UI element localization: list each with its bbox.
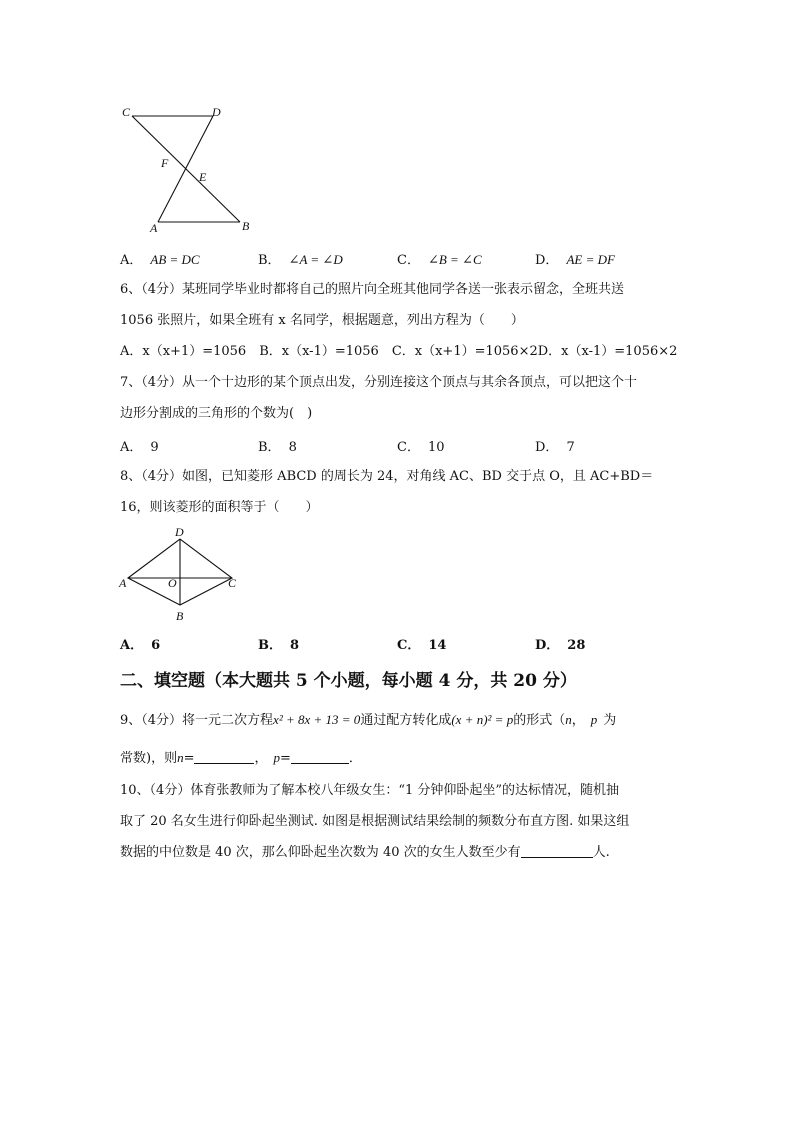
q7-line2: 边形分割成的三角形的个数为( ) bbox=[120, 406, 313, 421]
q9-form: (x + n)² = p bbox=[451, 712, 514, 727]
q10-line1: 10、（4分）体育张教师为了解本校八年级女生：“1 分钟仰卧起坐”的达标情况，随机抽 bbox=[120, 783, 620, 798]
q8-option-d[interactable]: D． 28 bbox=[535, 638, 586, 653]
q7-line1: 7、（4分）从一个十边形的某个顶点出发，分别连接这个顶点与其余各顶点，可以把这个十 bbox=[120, 375, 638, 390]
q5-option-c[interactable]: C． ∠B = ∠C bbox=[397, 252, 482, 268]
q10-line2: 取了 20 名女生进行仰卧起坐测试. 如图是根据测试结果绘制的频数分布直方图. 如果这组 bbox=[120, 814, 630, 829]
label-C: C bbox=[228, 576, 237, 590]
q8-option-b[interactable]: B． 8 bbox=[258, 638, 300, 653]
q6-line1: 6、（4分）某班同学毕业时都将自己的照片向全班其他同学各送一张表示留念，全班共送 bbox=[120, 282, 625, 297]
label-D: D bbox=[212, 105, 221, 119]
q7-option-c[interactable]: C． 10 bbox=[397, 440, 445, 455]
label-A: A bbox=[119, 576, 127, 590]
q5-option-b[interactable]: B． ∠A = ∠D bbox=[258, 252, 343, 268]
q7-option-a[interactable]: A． 9 bbox=[120, 440, 159, 455]
q9-blank-n[interactable] bbox=[194, 749, 254, 764]
label-E: E bbox=[199, 170, 207, 184]
q8-line1: 8、（4分）如图，已知菱形 ABCD 的周长为 24，对角线 AC、BD 交于点 O，且 AC+BD＝ bbox=[120, 469, 654, 484]
q8-option-a[interactable]: A． 6 bbox=[120, 638, 161, 653]
q7-option-b[interactable]: B． 8 bbox=[258, 440, 297, 455]
figure-triangles bbox=[110, 95, 270, 240]
q9-equation: x² + 8x + 13 = 0 bbox=[273, 712, 361, 727]
q10-blank[interactable] bbox=[521, 843, 593, 858]
label-A: A bbox=[150, 221, 158, 235]
q9-line1: 9、（4分）将一元二次方程x² + 8x + 13 = 0通过配方转化成(x + n)² = p的形式（n， p 为 bbox=[120, 712, 617, 728]
q5-option-a[interactable]: A． AB = DC bbox=[120, 252, 200, 268]
q6-line2: 1056 张照片，如果全班有 x 名同学，根据题意，列出方程为（ ） bbox=[120, 313, 524, 328]
label-B: B bbox=[176, 609, 184, 623]
q5-option-d[interactable]: D． AE = DF bbox=[535, 252, 615, 268]
q7-option-d[interactable]: D． 7 bbox=[535, 440, 575, 455]
label-F: F bbox=[161, 156, 169, 170]
label-O: O bbox=[168, 576, 177, 590]
q9-blank-p[interactable] bbox=[291, 749, 349, 764]
q8-line2: 16，则该菱形的面积等于（ ） bbox=[120, 500, 319, 515]
label-B: B bbox=[242, 219, 250, 233]
section-title: 二、填空题（本大题共 5 个小题，每小题 4 分，共 20 分） bbox=[120, 671, 577, 691]
figure-rhombus bbox=[115, 525, 245, 625]
label-C: C bbox=[122, 105, 131, 119]
q6-options: A．x（x+1）=1056 B．x（x-1）=1056 C．x（x+1）=1056×2D．x（x-1）=1056×2 bbox=[120, 344, 678, 359]
label-D: D bbox=[175, 525, 184, 539]
q8-option-c[interactable]: C． 14 bbox=[397, 638, 447, 653]
q9-line2: 常数)，则n= ， p= ． bbox=[120, 750, 362, 766]
q10-line3: 数据的中位数是 40 次，那么仰卧起坐次数为 40 次的女生人数至少有 人. bbox=[120, 845, 610, 860]
